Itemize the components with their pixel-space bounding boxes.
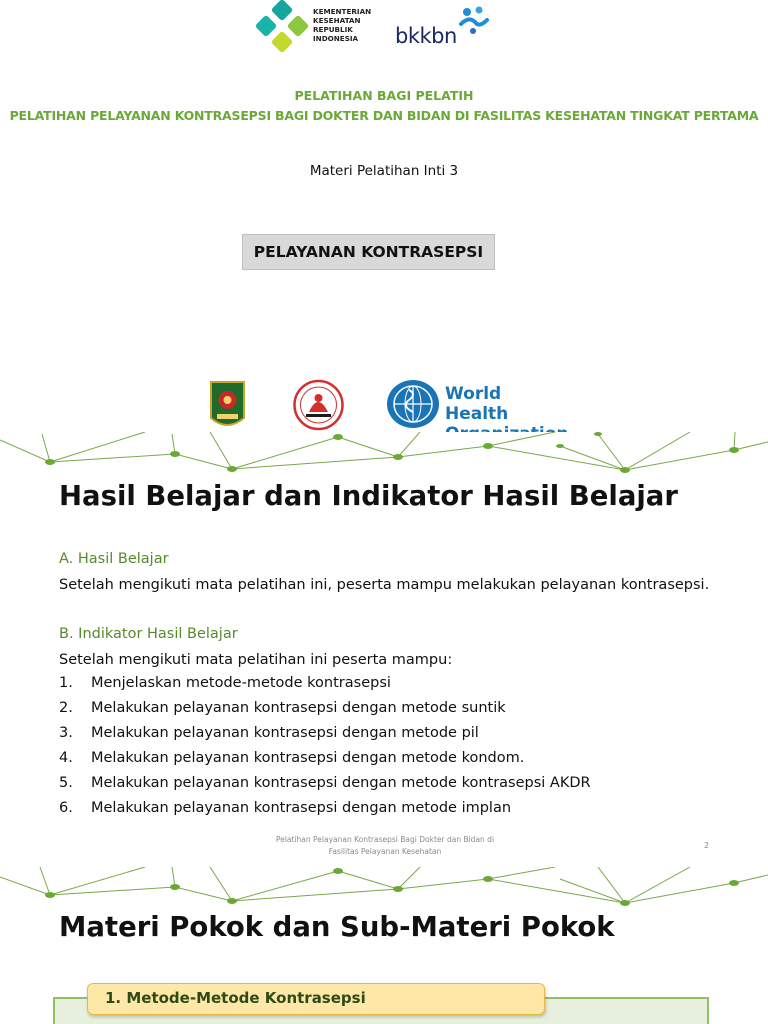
section-a-text: Setelah mengikuti mata pelatihan ini, peserta mampu melakukan pelayanan kontrasepsi. <box>59 577 710 593</box>
pogi-logo <box>209 378 246 432</box>
bkkbn-wordmark: bkkbn <box>395 24 457 48</box>
slide-heading: Materi Pokok dan Sub-Materi Pokok <box>59 911 615 943</box>
page-number: 2 <box>704 841 710 850</box>
topic-label: 1. Metode-Metode Kontrasepsi <box>105 989 366 1007</box>
section-b-intro: Setelah mengikuti mata pelatihan ini peserta mampu: <box>59 652 453 668</box>
main-material-slide <box>0 867 768 1024</box>
bkkbn-figure-icon <box>459 6 491 36</box>
section-b-title: B. Indikator Hasil Belajar <box>59 626 238 642</box>
who-wordmark: World Health <box>445 384 509 424</box>
cover-slide <box>0 0 768 432</box>
ibi-logo <box>292 378 345 432</box>
materi-label: Materi Pelatihan Inti 3 <box>309 163 459 179</box>
topic-pill <box>87 983 545 1015</box>
network-decoration <box>0 867 768 917</box>
slide-footer: Pelatihan Pelayanan Kontrasepsi Bagi Dokter dan Bidan di Fasilitas Pelayanan Kesehatan <box>275 835 495 856</box>
training-full-title: PELATIHAN PELAYANAN KONTRASEPSI BAGI DOKTER DAN BIDAN DI FASILITAS KESEHATAN TINGKAT PERTAMA <box>9 108 759 123</box>
training-subtitle: PELATIHAN BAGI PELATIH <box>294 88 474 103</box>
kemenkes-flower-icon <box>254 0 310 56</box>
kemenkes-text: KEMENTERIAN KESEHATAN REPUBLIK INDONESIA <box>313 7 372 43</box>
slide-title: PELAYANAN KONTRASEPSI <box>242 234 495 270</box>
who-logo <box>385 376 553 432</box>
slide-heading: Hasil Belajar dan Indikator Hasil Belajar <box>59 480 678 512</box>
bkkbn-logo <box>393 4 493 50</box>
learning-outcomes-slide: Hasil Belajar dan Indikator Hasil Belajar A. Hasil Belajar Setelah mengikuti mata pelatihan ini, peserta mampu melakukan pelayanan kontrasepsi. B. Indikator Hasil Belajar Setelah mengikuti mata pelatihan ini peserta mampu: 1. Menjelaskan metode-metode kontrasepsi 2. Melakukan pelayanan kontrasepsi dengan metode suntik 3. Melakukan pelayanan kontrasepsi dengan metode pil 4. Melakukan pelayanan kontrasepsi dengan metode kondom. 5. Melakukan pelayanan kontrasepsi dengan metode kontrasepsi AKDR 6. Melakukan pelayanan kontrasepsi dengan metode implan Pelatihan Pelayanan Kontrasepsi Bagi Dokter dan Bidan di Fasilitas Pelayanan Kesehatan 2 <box>0 432 768 867</box>
section-a-title: A. Hasil Belajar <box>59 551 169 567</box>
kemenkes-logo <box>254 0 379 56</box>
who-emblem-icon <box>385 376 441 432</box>
